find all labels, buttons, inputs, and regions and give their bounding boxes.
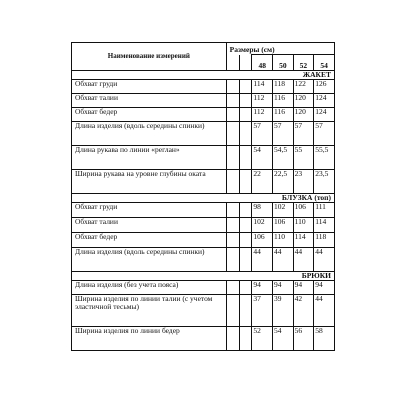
table-row [72,248,335,272]
value-cell: 124 [314,94,335,108]
blank-cell [226,94,239,108]
value-cell: 55,5 [314,146,335,170]
blank-cell [239,203,252,218]
blank-cell [226,233,239,248]
value-cell: 57 [252,122,273,146]
value-cell: 23 [293,170,314,194]
blank-cell [226,248,239,272]
value-cell: 58 [314,327,335,351]
table-row [72,80,335,94]
measurement-name: Длина рукава по линии «реглан» [72,146,227,170]
table-row [72,170,335,194]
blank-cell [239,108,252,122]
value-cell: 22,5 [273,170,294,194]
value-cell: 102 [273,203,294,218]
table-row [72,122,335,146]
value-cell: 52 [252,327,273,351]
value-cell: 110 [273,233,294,248]
value-cell: 112 [252,108,273,122]
size-50: 50 [273,55,294,71]
blank-cell [239,80,252,94]
value-cell: 98 [252,203,273,218]
blank-cell [239,295,252,327]
blank-cell [226,203,239,218]
blank-cell [239,233,252,248]
value-cell: 44 [314,248,335,272]
value-cell: 116 [273,108,294,122]
measurement-name: Обхват бедер [72,233,227,248]
blank-cell [226,281,239,295]
value-cell: 42 [293,295,314,327]
value-cell: 94 [293,281,314,295]
value-cell: 114 [252,80,273,94]
value-cell: 57 [314,122,335,146]
measurement-name: Обхват груди [72,203,227,218]
value-cell: 126 [314,80,335,94]
section-header-jacket [72,71,335,80]
measurement-name: Обхват груди [72,80,227,94]
section-title: БРЮКИ [72,272,335,281]
blank-cell [226,218,239,233]
value-cell: 106 [252,233,273,248]
blank-cell [226,170,239,194]
value-cell: 44 [293,248,314,272]
value-cell: 57 [273,122,294,146]
value-cell: 124 [314,108,335,122]
value-cell: 118 [314,233,335,248]
value-cell: 106 [273,218,294,233]
value-cell: 94 [314,281,335,295]
blank-cell [239,146,252,170]
value-cell: 110 [293,218,314,233]
table-row [72,281,335,295]
table-row [72,218,335,233]
measurement-name: Обхват талии [72,218,227,233]
section-header-trousers [72,272,335,281]
value-cell: 118 [273,80,294,94]
value-cell: 22 [252,170,273,194]
measurement-name: Ширина рукава на уровне глубины оката [72,170,227,194]
blank-cell [239,122,252,146]
table-row [72,327,335,351]
value-cell: 55 [293,146,314,170]
value-cell: 114 [314,218,335,233]
value-cell: 44 [314,295,335,327]
value-cell: 116 [273,94,294,108]
size-52: 52 [293,55,314,71]
table-row [72,94,335,108]
blank-cell [226,327,239,351]
blank-cell [239,218,252,233]
value-cell: 54 [252,146,273,170]
value-cell: 120 [293,94,314,108]
value-cell: 23,5 [314,170,335,194]
blank-cell [226,295,239,327]
value-cell: 54,5 [273,146,294,170]
section-title: БЛУЗКА (топ) [72,194,335,203]
header-row-top [72,43,335,55]
blank-cell [226,80,239,94]
table-row [72,203,335,218]
blank-cell [226,146,239,170]
blank-cell [239,55,252,71]
size-54: 54 [314,55,335,71]
section-title: ЖАКЕТ [72,71,335,80]
blank-cell [239,248,252,272]
measurement-name: Длина изделия (без учета пояса) [72,281,227,295]
value-cell: 114 [293,233,314,248]
value-cell: 112 [252,94,273,108]
blank-cell [239,327,252,351]
measurement-name: Длина изделия (вдоль середины спинки) [72,248,227,272]
measurement-name-header: Наименование измерений [72,43,227,71]
value-cell: 106 [293,203,314,218]
blank-cell [239,170,252,194]
blank-cell [226,55,239,71]
measurement-name: Ширина изделия по линии талии (с учетом эластичной тесьмы) [72,295,227,327]
blank-cell [226,122,239,146]
value-cell: 94 [273,281,294,295]
sizes-header: Размеры (см) [226,43,334,55]
table-row [72,233,335,248]
size-chart-table [71,42,335,351]
value-cell: 37 [252,295,273,327]
measurement-name: Обхват бедер [72,108,227,122]
value-cell: 120 [293,108,314,122]
value-cell: 57 [293,122,314,146]
value-cell: 111 [314,203,335,218]
value-cell: 39 [273,295,294,327]
value-cell: 54 [273,327,294,351]
table-row [72,146,335,170]
blank-cell [239,281,252,295]
value-cell: 122 [293,80,314,94]
value-cell: 102 [252,218,273,233]
value-cell: 44 [252,248,273,272]
blank-cell [239,94,252,108]
table-row [72,108,335,122]
measurement-name: Ширина изделия по линии бедер [72,327,227,351]
section-header-blouse [72,194,335,203]
measurement-name: Обхват талии [72,94,227,108]
table-row [72,295,335,327]
value-cell: 94 [252,281,273,295]
value-cell: 56 [293,327,314,351]
blank-cell [226,108,239,122]
measurement-name: Длина изделия (вдоль середины спинки) [72,122,227,146]
value-cell: 44 [273,248,294,272]
size-48: 48 [252,55,273,71]
